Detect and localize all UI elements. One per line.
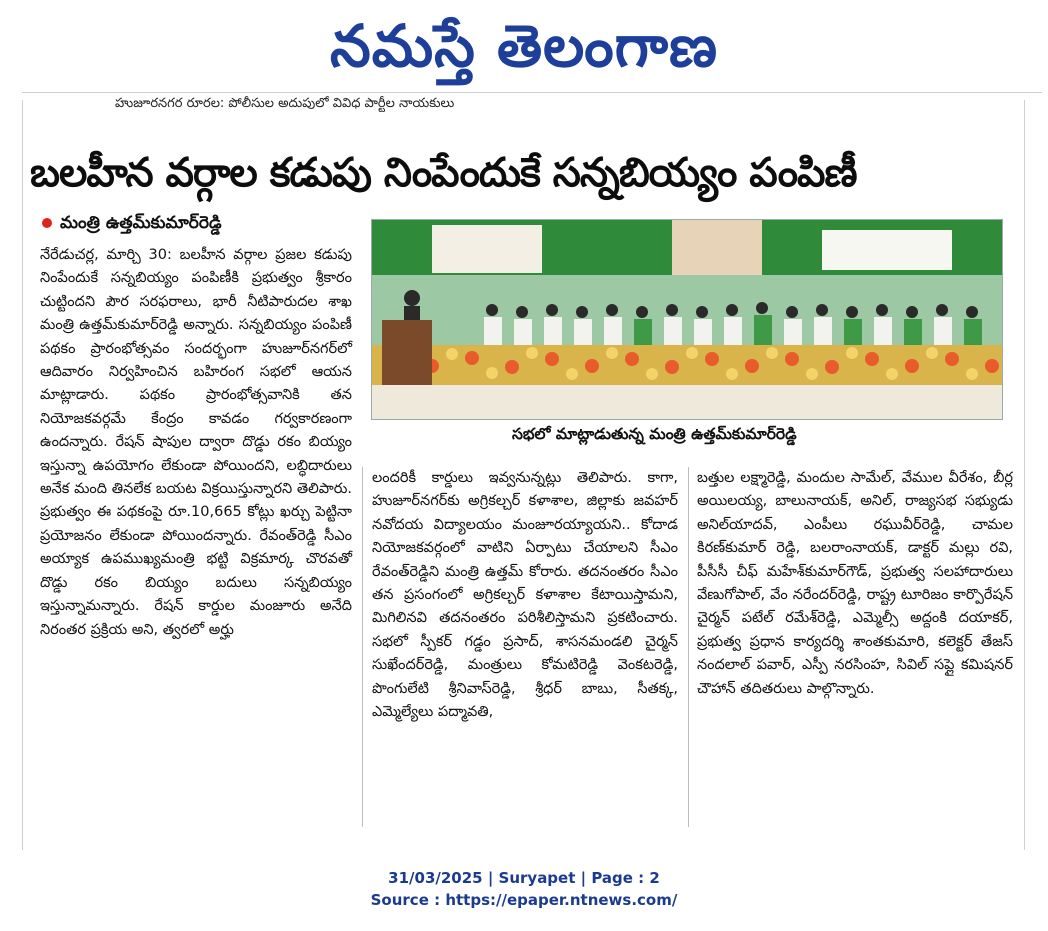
stage-photo-graphic bbox=[372, 220, 1002, 419]
column-divider-1 bbox=[362, 467, 363, 827]
article-column-3: బత్తుల లక్ష్మారెడ్డి, మందుల సామేల్, వేముల వీరేశం, బీర్ల అయిలయ్య, బాలునాయక్, అనిల్, రాజ్యసభ సభ్యుడు అనిల్‌యాదవ్, ఎంపీలు రఘువీర్‌రెడ్డి, చామల కిరణ్‌కుమార్ రెడ్డి, బలరాంనాయక్, డాక్టర్ మల్లు రవి, పీసీసీ చీఫ్ మహేశ్‌కుమార్‌గౌడ్, ప్రభుత్వ సలహాదారులు వేణుగోపాల్, వేం నరేందర్‌రెడ్డి, రాష్ట్ర టూరిజం కార్పొరేషన్ చైర్మన్ పటేల్ రమేశ్‌రెడ్డి, ఎమ్మెల్సీ అద్దంకి దయాకర్, ప్రభుత్వ ప్రధాన కార్యదర్శి శాంతకుమారి, కలెక్టర్ తేజస్ నందలాల్ పవార్, ఎస్పీ నరసింహ, సివిల్ సప్లై కమిషనర్ చౌహాన్ తదితరులు పాల్గొన్నారు. bbox=[697, 470, 1013, 697]
source-link[interactable]: Source : https://epaper.ntnews.com/ bbox=[370, 891, 678, 909]
left-margin-rule bbox=[0, 100, 23, 850]
edition-info: 31/03/2025 | Suryapet | Page : 2 bbox=[388, 869, 660, 887]
article-column-1: నేరేడుచర్ల, మార్చి 30: బలహీన వర్గాల ప్రజల కడుపు నింపేందుకే సన్నబియ్యం పంపిణీకి ప్రభుత్వం శ్రీకారం చుట్టిందని పౌర సరఫరాలు, భారీ నీటిపారుదల శాఖ మంత్రి ఉత్తమ్‌కుమార్‌రెడ్డి అన్నారు. సన్నబియ్యం పంపిణీ పథకం ప్రారంభోత్సవం సందర్భంగా హుజూర్‌నగర్‌లో ఆదివారం నిర్వహించిన బహిరంగ సభలో ఆయన మాట్లాడారు. పథకం ప్రారంభోత్సవానికి తన నియోజకవర్గమే కేంద్రం కావడం గర్వకారణంగా ఉందన్నారు. రేషన్ షాపుల ద్వారా దొడ్డు రకం బియ్యం ఇస్తున్నా ఉపయోగం లేకుండా పోయిందని, లబ్ధిదారులు అనేక మంది తినలేక బయట విక్రయిస్తున్నారని తెలిపారు. ప్రభుత్వం ఈ పథకంపై రూ.10,665 కోట్లు ఖర్చు పెట్టినా ప్రయోజనం లేకుండా పోయిందన్నారు. రేవంత్‌రెడ్డి సీఎం అయ్యాక ఉపముఖ్యమంత్రి భట్టి విక్రమార్క చొరవతో దొడ్డు రకం బియ్యం బదులు సన్నబియ్యం ఇస్తున్నామన్నారు. రేషన్ కార్డుల మంజూరు అనేది నిరంతర ప్రక్రియ అని, త్వరలో అర్హు bbox=[40, 247, 352, 638]
right-margin-rule bbox=[1024, 100, 1025, 850]
red-bullet-icon bbox=[42, 218, 52, 228]
byline-text: మంత్రి ఉత్తమ్‌కుమార్‌రెడ్డి bbox=[60, 213, 222, 233]
photo-caption: సభలో మాట్లాడుతున్న మంత్రి ఉత్తమ్‌కుమార్‌రెడ్డి bbox=[512, 425, 797, 443]
event-photo bbox=[371, 219, 1003, 420]
masthead bbox=[0, 6, 1048, 86]
article-column-2: లందరికీ కార్డులు ఇవ్వనున్నట్లు తెలిపారు. కాగా, హుజూర్‌నగర్‌కు అగ్రికల్చర్ కళాశాల, జిల్లాకు జవహర్ నవోదయ విద్యాలయం మంజూరయ్యాయని.. కోదాడ నియోజకవర్గంలో వాటిని ఏర్పాటు చేయాలని సీఎం రేవంత్‌రెడ్డిని మంత్రి ఉత్తమ్ కోరారు. తదనంతరం సీఎం తన ప్రసంగంలో అగ్రికల్చర్ కళాశాల కేటాయిస్తామని, మిగిలినవి తదనంతరం పరిశీలిస్తామని ప్రకటించారు. సభలో స్పీకర్ గడ్డం ప్రసాద్, శాసనమండలి చైర్మన్ సుఖేందర్‌రెడ్డి, మంత్రులు కోమటిరెడ్డి వెంకటరెడ్డి, పొంగులేటి శ్రీనివాస్‌రెడ్డి, శ్రీధర్ బాబు, సీతక్క, ఎమ్మెల్యేలు పద్మావతి, bbox=[372, 470, 678, 721]
column-divider-2 bbox=[688, 467, 689, 827]
newspaper-logo: నమస్తే తెలంగాణ bbox=[330, 12, 718, 80]
article-headline: బలహీన వర్గాల కడుపు నింపేందుకే సన్నబియ్యం పంపిణీ bbox=[30, 150, 857, 196]
top-strip-headline: హుజూరనగర రూరల: పోలీసుల అదుపులో వివిధ పార్టీల నాయకులు bbox=[115, 96, 455, 111]
article-byline bbox=[42, 213, 222, 237]
masthead-divider bbox=[22, 92, 1042, 93]
